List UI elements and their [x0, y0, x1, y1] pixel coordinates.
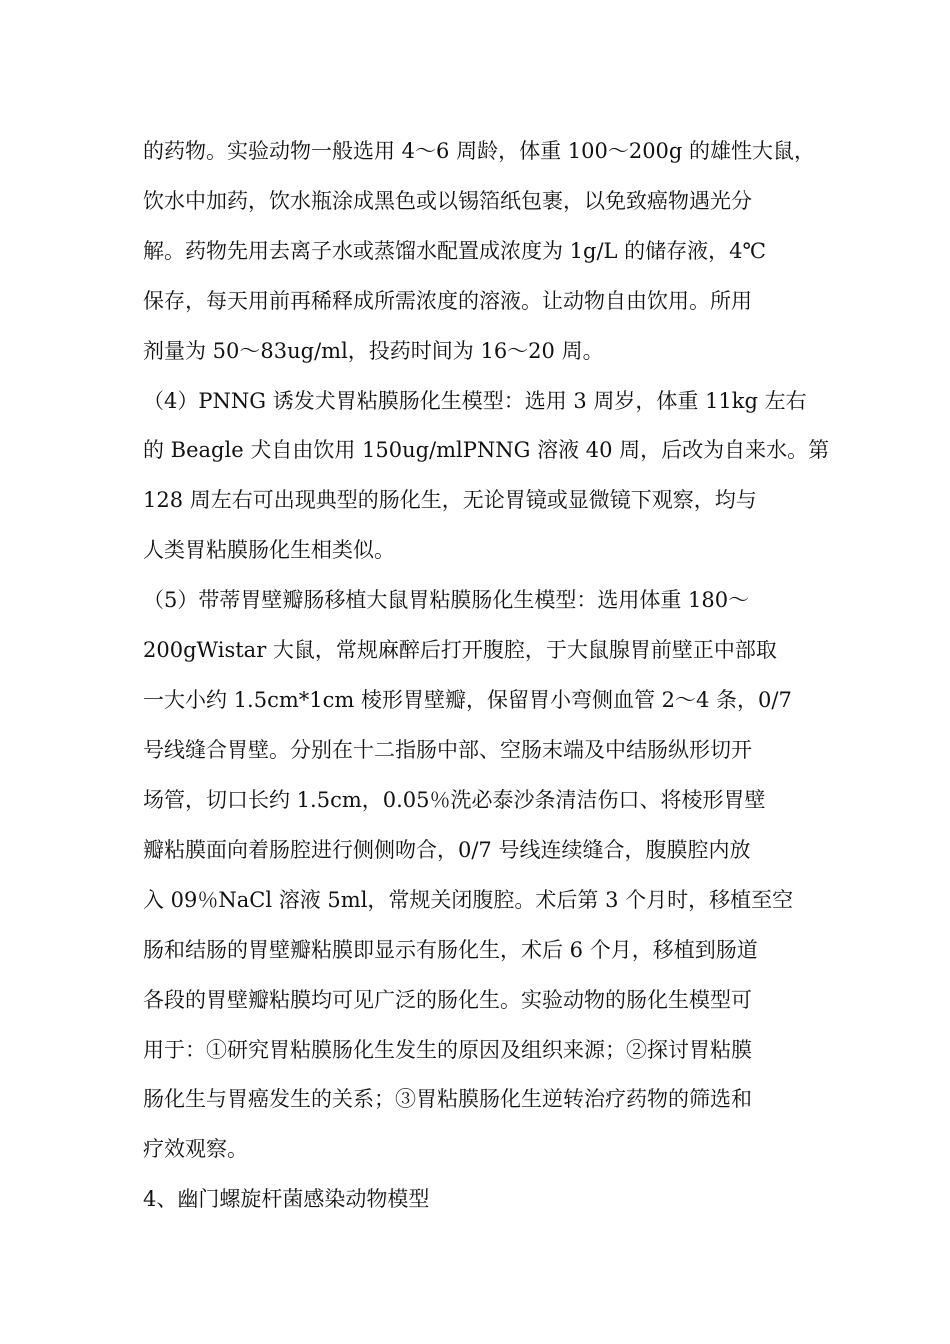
text-line: 200gWistar 大鼠，常规麻醉后打开腹腔，于大鼠腺胃前壁正中部取 — [143, 638, 777, 662]
text-line: 肠和结肠的胃壁瓣粘膜即显示有肠化生，术后 6 个月，移植到肠道 — [143, 938, 758, 962]
section-heading: 4、幽门螺旋杆菌感染动物模型 — [143, 1187, 430, 1211]
text-line: 疗效观察。 — [143, 1137, 248, 1161]
text-line: 号线缝合胃壁。分别在十二指肠中部、空肠末端及中结肠纵形切开 — [143, 738, 752, 762]
text-line: 保存，每天用前再稀释成所需浓度的溶液。让动物自由饮用。所用 — [143, 289, 752, 313]
text-line: 的 Beagle 犬自由饮用 150ug/mlPNNG 溶液 40 周，后改为自来水。第 — [143, 438, 830, 462]
text-line: 肠化生与胃癌发生的关系；③胃粘膜肠化生逆转治疗药物的筛选和 — [143, 1087, 752, 1111]
text-line: 瓣粘膜面向着肠腔进行侧侧吻合，0/7 号线连续缝合，腹膜腔内放 — [143, 838, 751, 862]
text-line: 一大小约 1.5cm*1cm 棱形胃壁瓣，保留胃小弯侧血管 2～4 条，0/7 — [143, 688, 792, 712]
text-line: 剂量为 50～83ug/ml，投药时间为 16～20 周。 — [143, 339, 604, 363]
text-line: 人类胃粘膜肠化生相类似。 — [143, 538, 395, 562]
text-line: 入 09％NaCl 溶液 5ml，常规关闭腹腔。术后第 3 个月时，移植至空 — [143, 888, 794, 912]
text-line: 128 周左右可出现典型的肠化生，无论胃镜或显微镜下观察，均与 — [143, 488, 757, 512]
text-line: 场管，切口长约 1.5cm，0.05％洗必泰沙条清洁伤口、将棱形胃壁 — [143, 788, 766, 812]
text-line: 各段的胃壁瓣粘膜均可见广泛的肠化生。实验动物的肠化生模型可 — [143, 988, 752, 1012]
text-line: （4）PNNG 诱发犬胃粘膜肠化生模型：选用 3 周岁，体重 11kg 左右 — [143, 389, 807, 413]
text-line: （5）带蒂胃壁瓣肠移植大鼠胃粘膜肠化生模型：选用体重 180～ — [143, 588, 750, 612]
text-line: 饮水中加药，饮水瓶涂成黑色或以锡箔纸包裹，以免致癌物遇光分 — [143, 189, 752, 213]
text-line: 的药物。实验动物一般选用 4～6 周龄，体重 100～200g 的雄性大鼠， — [143, 139, 816, 163]
text-line: 解。药物先用去离子水或蒸馏水配置成浓度为 1g/L 的储存液，4℃ — [143, 239, 767, 263]
text-line: 用于：①研究胃粘膜肠化生发生的原因及组织来源；②探讨胃粘膜 — [143, 1038, 752, 1062]
